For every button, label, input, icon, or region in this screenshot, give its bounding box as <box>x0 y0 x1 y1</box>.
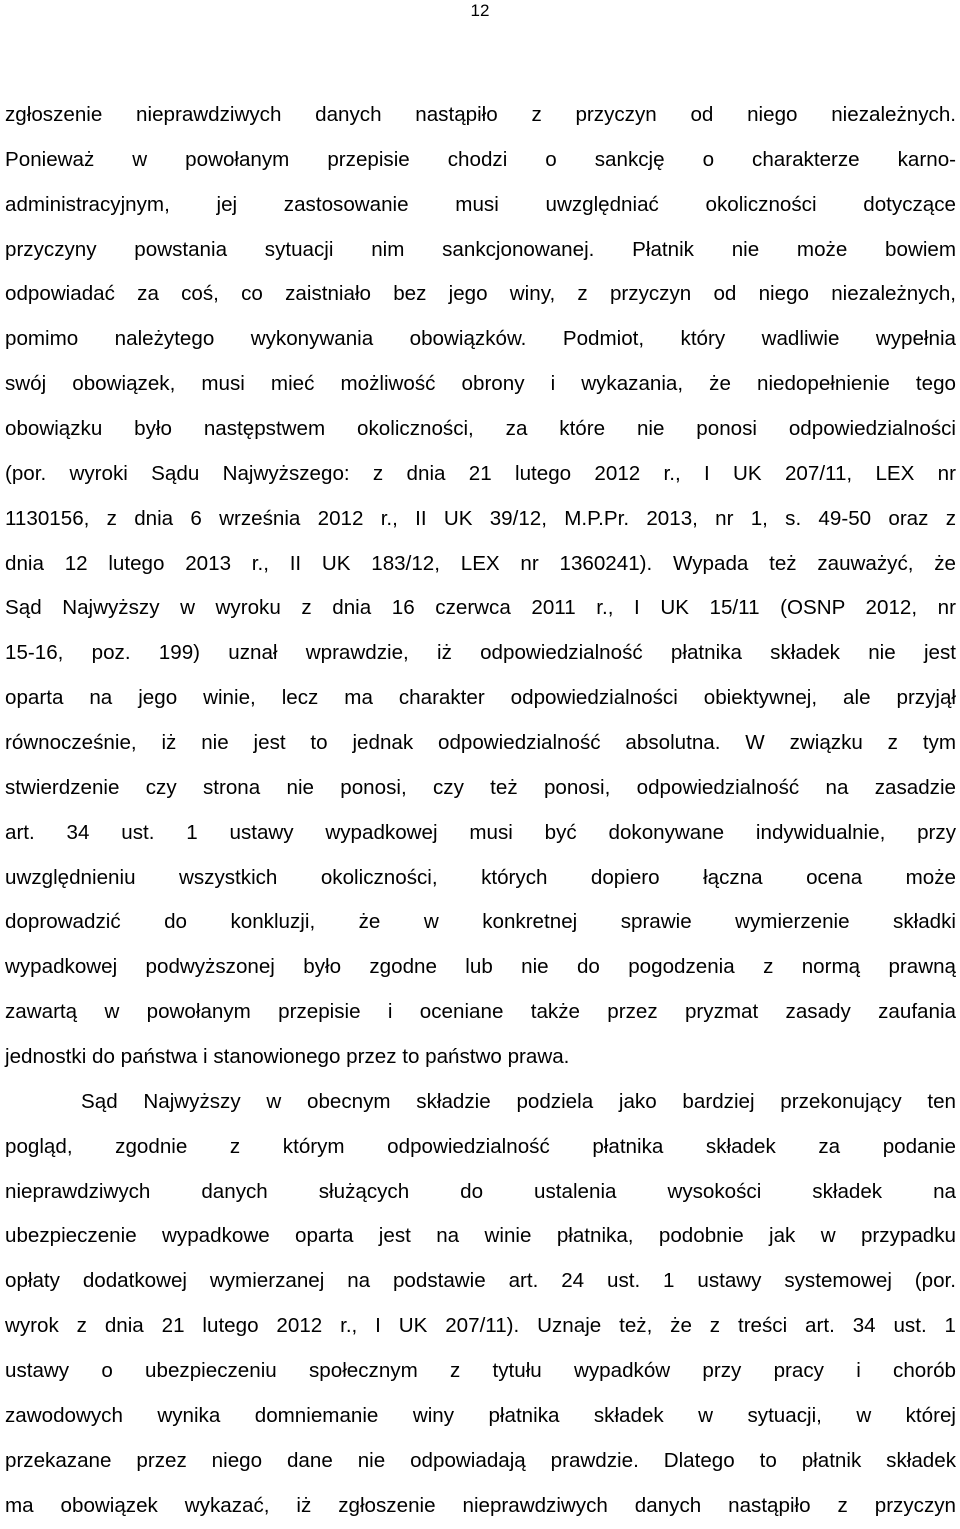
paragraph-1 <box>5 93 956 1080</box>
text-line: wyrok z dnia 21 lutego 2012 r., I UK 207/11). Uznaje też, że z treści art. 34 ust. 1 <box>5 1314 956 1338</box>
text-line: ma obowiązek wykazać, iż zgłoszenie nieprawdziwych danych nastąpiło z przyczyn <box>5 1493 956 1517</box>
text-line: obowiązku było następstwem okoliczności, za które nie ponosi odpowiedzialności <box>5 417 956 441</box>
text-line: odpowiadać za coś, co zaistniało bez jego winy, z przyczyn od niego niezależnych, <box>5 282 956 306</box>
text-line: zgłoszenie nieprawdziwych danych nastąpiło z przyczyn od niego niezależnych. <box>5 103 956 126</box>
text-line: Ponieważ w powołanym przepisie chodzi o sankcję o charakterze karno- <box>5 147 956 171</box>
text-line: pogląd, zgodnie z którym odpowiedzialność płatnika składek za podanie <box>5 1134 956 1158</box>
text-line: Sąd Najwyższy w obecnym składzie podziela jako bardziej przekonujący ten <box>81 1089 956 1113</box>
text-line: ustawy o ubezpieczeniu społecznym z tytułu wypadków przy pracy i chorób <box>5 1359 956 1383</box>
text-line: równocześnie, iż nie jest to jednak odpowiedzialność absolutna. W związku z tym <box>5 731 956 755</box>
text-line: jednostki do państwa i stanowionego przez to państwo prawa. <box>5 1045 570 1069</box>
text-line: ubezpieczenie wypadkowe oparta jest na winie płatnika, podobnie jak w przypadku <box>5 1224 956 1248</box>
text-line: doprowadzić do konkluzji, że w konkretnej sprawie wymierzenie składki <box>5 910 956 934</box>
text-line: administracyjnym, jej zastosowanie musi uwzględniać okoliczności dotyczące <box>5 192 956 216</box>
paragraph-2 <box>5 1080 956 1529</box>
text-line: opłaty dodatkowej wymierzanej na podstawie art. 24 ust. 1 ustawy systemowej (por. <box>5 1269 956 1293</box>
text-line: przyczyny powstania sytuacji nim sankcjonowanej. Płatnik nie może bowiem <box>5 237 956 261</box>
text-line: oparta na jego winie, lecz ma charakter odpowiedzialności obiektywnej, ale przyjął <box>5 686 956 710</box>
text-line: zawartą w powołanym przepisie i oceniane także przez pryzmat zasady zaufania <box>5 1000 956 1024</box>
text-line: Sąd Najwyższy w wyroku z dnia 16 czerwca 2011 r., I UK 15/11 (OSNP 2012, nr <box>5 596 956 620</box>
text-line: nieprawdziwych danych służących do ustalenia wysokości składek na <box>5 1179 956 1203</box>
text-line: 1130156, z dnia 6 września 2012 r., II UK 39/12, M.P.Pr. 2013, nr 1, s. 49-50 oraz z <box>5 506 956 530</box>
text-line: pomimo należytego wykonywania obowiązków. Podmiot, który wadliwie wypełnia <box>5 327 956 351</box>
text-line: stwierdzenie czy strona nie ponosi, czy też ponosi, odpowiedzialność na zasadzie <box>5 775 956 799</box>
text-line: swój obowiązek, musi mieć możliwość obrony i wykazania, że niedopełnienie tego <box>5 372 956 396</box>
text-line: uwzględnieniu wszystkich okoliczności, których dopiero łączna ocena może <box>5 865 956 889</box>
text-line: dnia 12 lutego 2013 r., II UK 183/12, LEX nr 1360241). Wypada też zauważyć, że <box>5 551 956 575</box>
text-line: zawodowych wynika domniemanie winy płatnika składek w sytuacji, w której <box>5 1403 956 1427</box>
document-body <box>5 93 956 1529</box>
text-line: 15-16, poz. 199) uznał wprawdzie, iż odpowiedzialność płatnika składek nie jest <box>5 641 956 665</box>
text-line: wypadkowej podwyższonej było zgodne lub nie do pogodzenia z normą prawną <box>5 955 956 979</box>
text-line: przekazane przez niego dane nie odpowiadają prawdzie. Dlatego to płatnik składek <box>5 1448 956 1472</box>
text-line: art. 34 ust. 1 ustawy wypadkowej musi być dokonywane indywidualnie, przy <box>5 820 956 844</box>
page-number: 12 <box>470 1 490 20</box>
text-line: (por. wyroki Sądu Najwyższego: z dnia 21 lutego 2012 r., I UK 207/11, LEX nr <box>5 461 956 485</box>
